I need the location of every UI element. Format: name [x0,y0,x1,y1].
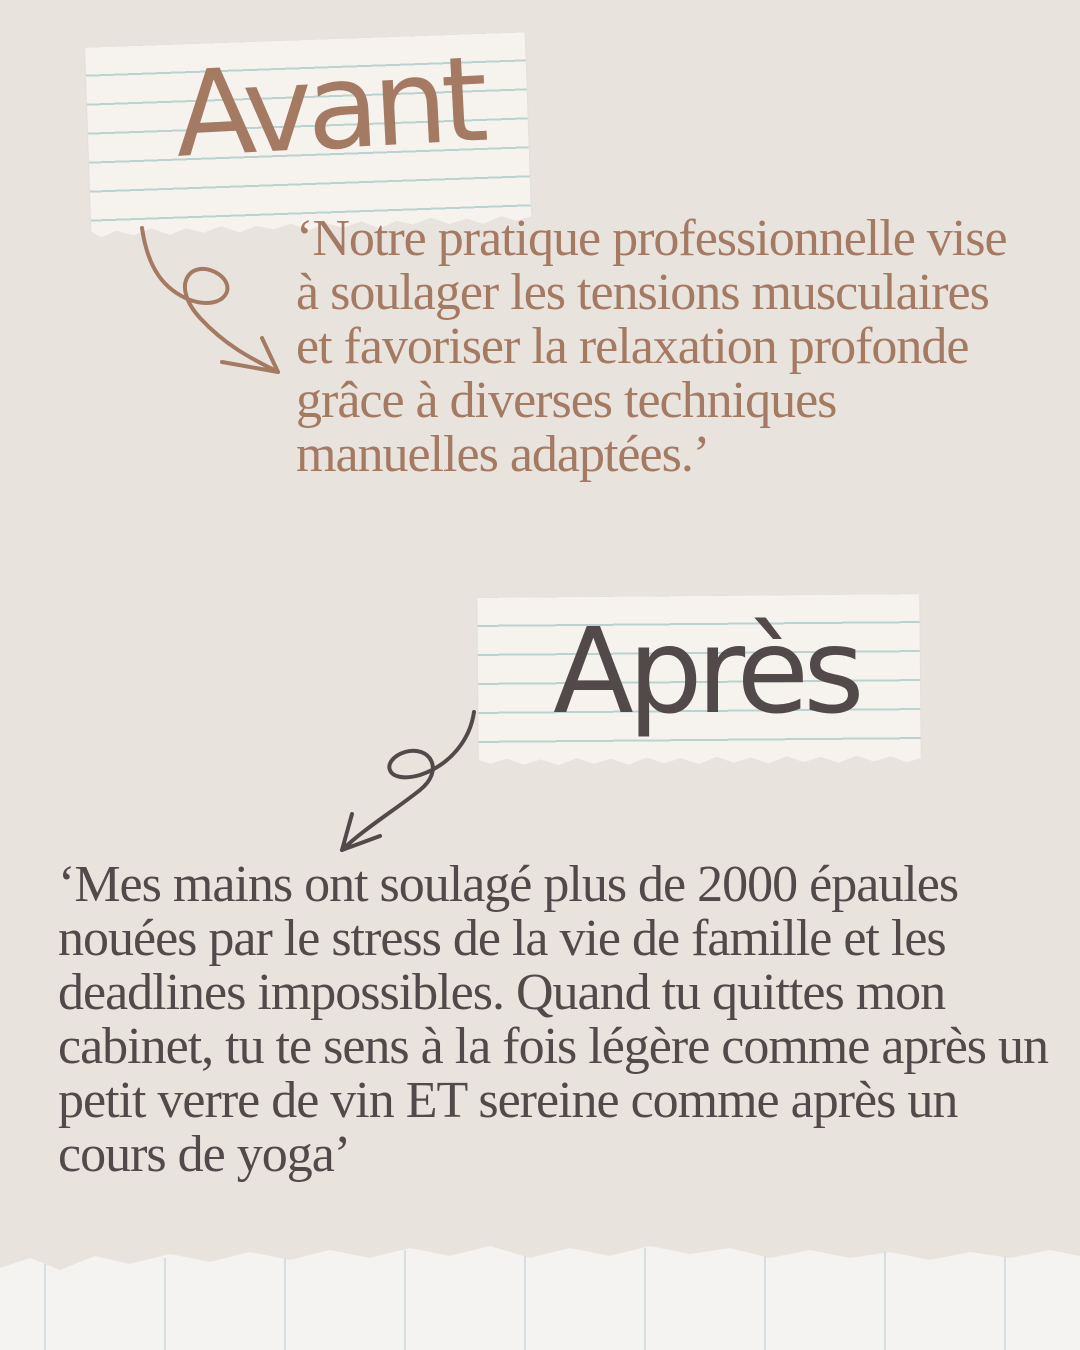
avant-quote: ‘Notre pratique professionnelle vise à soulager les tensions musculaires et favoriser la relaxation profonde grâce à diverses techniques manuelles adaptées.’ [296,210,1007,483]
avant-title: Avant [171,29,486,184]
apres-title: Après [553,602,859,740]
grid-paper-strip [0,1228,1080,1350]
torn-edge [479,750,921,770]
apres-quote: ‘Mes mains ont soulagé plus de 2000 épaules nouées par le stress de la vie de famille et les deadlines impossibles. Quand tu quittes mon cabinet, tu te sens à la fois légère comme après un petit verre de vin ET sereine comme après un cours de yoga’ [58,856,1049,1183]
